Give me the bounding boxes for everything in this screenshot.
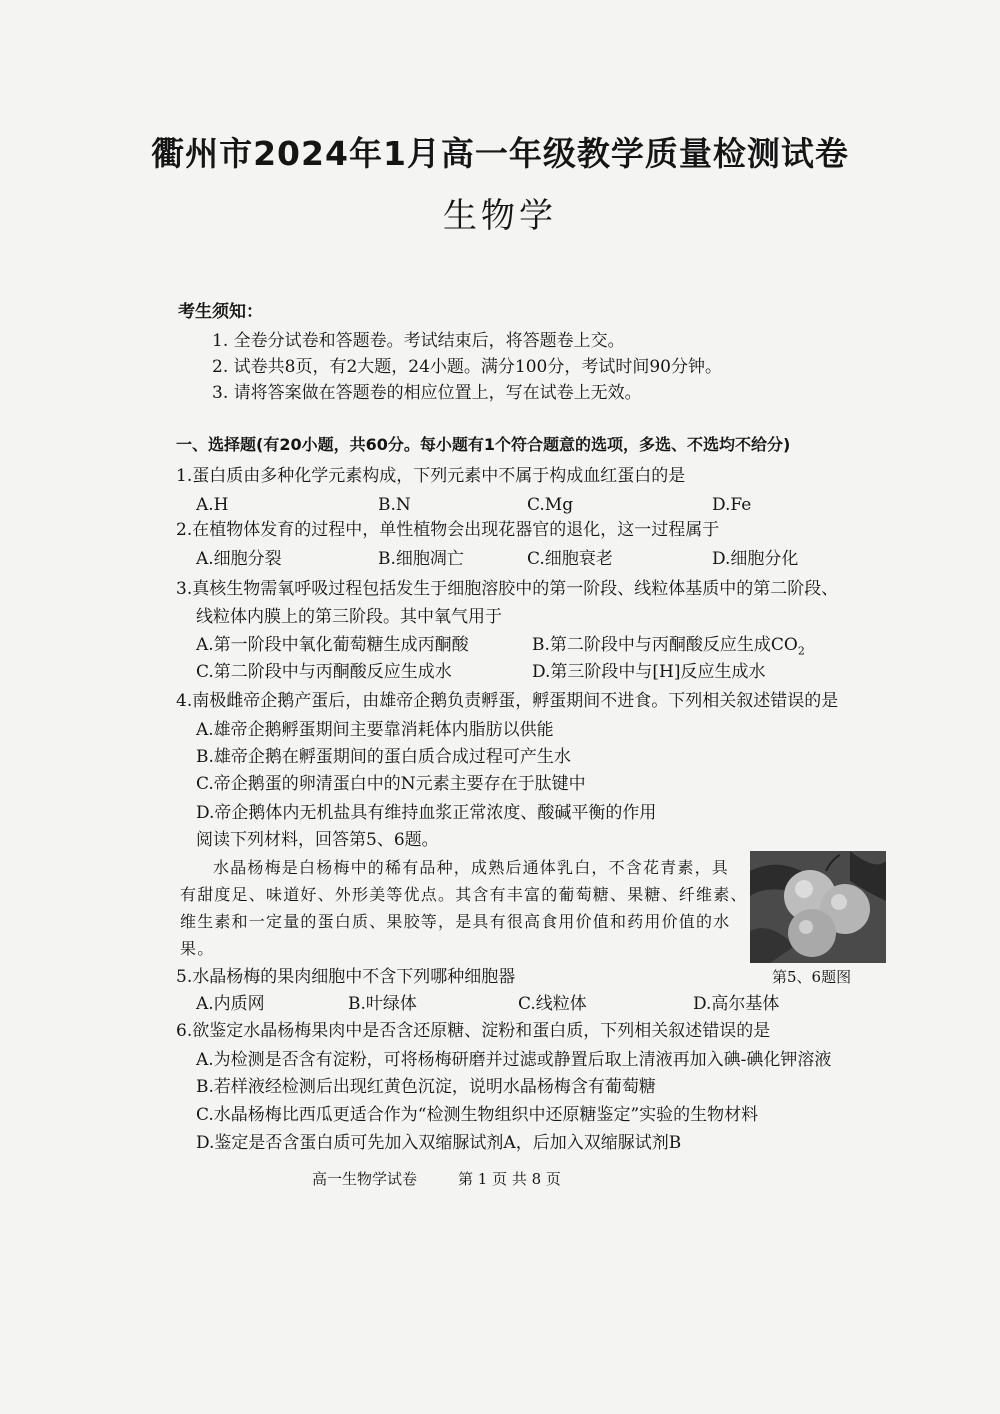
- option: C.第二阶段中与丙酮酸反应生成水: [196, 662, 452, 682]
- option: B.雄帝企鹅在孵蛋期间的蛋白质合成过程可产生水: [196, 747, 571, 767]
- option: D.鉴定是否含蛋白质可先加入双缩脲试剂A，后加入双缩脲试剂B: [196, 1133, 682, 1153]
- question-stem: 6.欲鉴定水晶杨梅果肉中是否含还原糖、淀粉和蛋白质，下列相关叙述错误的是: [176, 1021, 771, 1041]
- option: B.叶绿体: [348, 994, 417, 1014]
- material-text: 维生素和一定量的蛋白质、果胶等，是具有很高食用价值和药用价值的水: [180, 912, 731, 931]
- notice-item: 3. 请将答案做在答题卷的相应位置上，写在试卷上无效。: [212, 383, 642, 403]
- section-heading: 一、选择题(有20小题，共60分。每小题有1个符合题意的选项，多选、不选均不给分): [176, 435, 791, 454]
- notice-heading: 考生须知：: [178, 302, 263, 322]
- question-stem: 4.南极雌帝企鹅产蛋后，由雄帝企鹅负责孵蛋，孵蛋期间不进食。下列相关叙述错误的是: [176, 691, 839, 711]
- subject-title: 生物学: [443, 196, 557, 236]
- bayberry-photo: [750, 851, 886, 963]
- question-stem: 2.在植物体发育的过程中，单性植物会出现花器官的退化，这一过程属于: [176, 520, 720, 540]
- option: B.细胞凋亡: [378, 549, 464, 569]
- option: C.帝企鹅蛋的卵清蛋白中的N元素主要存在于肽键中: [196, 774, 586, 794]
- question-stem: 3.真核生物需氧呼吸过程包括发生于细胞溶胶中的第一阶段、线粒体基质中的第二阶段、: [176, 579, 839, 599]
- figure-caption: 第5、6题图: [772, 968, 852, 986]
- option: C.线粒体: [518, 994, 587, 1014]
- notice-item: 1. 全卷分试卷和答题卷。考试结束后，将答题卷上交。: [212, 331, 625, 351]
- option: A.内质网: [196, 994, 265, 1014]
- material-text: 果。: [180, 939, 215, 958]
- option: B.若样液经检测后出现红黄色沉淀，说明水晶杨梅含有葡萄糖: [196, 1077, 656, 1097]
- footer-subject: 高一生物学试卷: [312, 1170, 418, 1188]
- material-text: 有甜度足、味道好、外形美等优点。其含有丰富的葡萄糖、果糖、纤维素、: [180, 885, 748, 904]
- option: A.H: [196, 495, 229, 515]
- option: C.水晶杨梅比西瓜更适合作为“检测生物组织中还原糖鉴定”实验的生物材料: [196, 1105, 759, 1125]
- option: C.Mg: [527, 495, 574, 515]
- question-stem: 5.水晶杨梅的果肉细胞中不含下列哪种细胞器: [176, 967, 516, 987]
- material-text: 水晶杨梅是白杨梅中的稀有品种，成熟后通体乳白，不含花青素，具: [213, 858, 730, 877]
- option: D.细胞分化: [712, 549, 799, 569]
- option: D.帝企鹅体内无机盐具有维持血浆正常浓度、酸碱平衡的作用: [196, 803, 657, 823]
- option: C.细胞衰老: [527, 549, 613, 569]
- option: D.第三阶段中与[H]反应生成水: [532, 662, 766, 682]
- option: A.第一阶段中氧化葡萄糖生成丙酮酸: [196, 635, 469, 655]
- option: A.为检测是否含有淀粉，可将杨梅研磨并过滤或静置后取上清液再加入碘-碘化钾溶液: [196, 1050, 832, 1070]
- notice-item: 2. 试卷共8页，有2大题，24小题。满分100分，考试时间90分钟。: [212, 357, 722, 377]
- option: A.细胞分裂: [196, 549, 282, 569]
- option: A.雄帝企鹅孵蛋期间主要靠消耗体内脂肪以供能: [196, 720, 554, 740]
- question-stem-continued: 线粒体内膜上的第三阶段。其中氧气用于: [196, 607, 502, 627]
- page-number: 第 1 页 共 8 页: [458, 1170, 561, 1188]
- option: B.第二阶段中与丙酮酸反应生成$CO_2$: [532, 635, 805, 658]
- reading-intro: 阅读下列材料，回答第5、6题。: [196, 830, 439, 850]
- option: D.高尔基体: [693, 994, 780, 1014]
- exam-title: 衢州市2024年1月高一年级教学质量检测试卷: [151, 134, 849, 173]
- option: D.Fe: [712, 495, 752, 515]
- bayberry-image: [750, 851, 886, 963]
- question-stem: 1.蛋白质由多种化学元素构成，下列元素中不属于构成血红蛋白的是: [176, 466, 686, 486]
- option: B.N: [378, 495, 411, 515]
